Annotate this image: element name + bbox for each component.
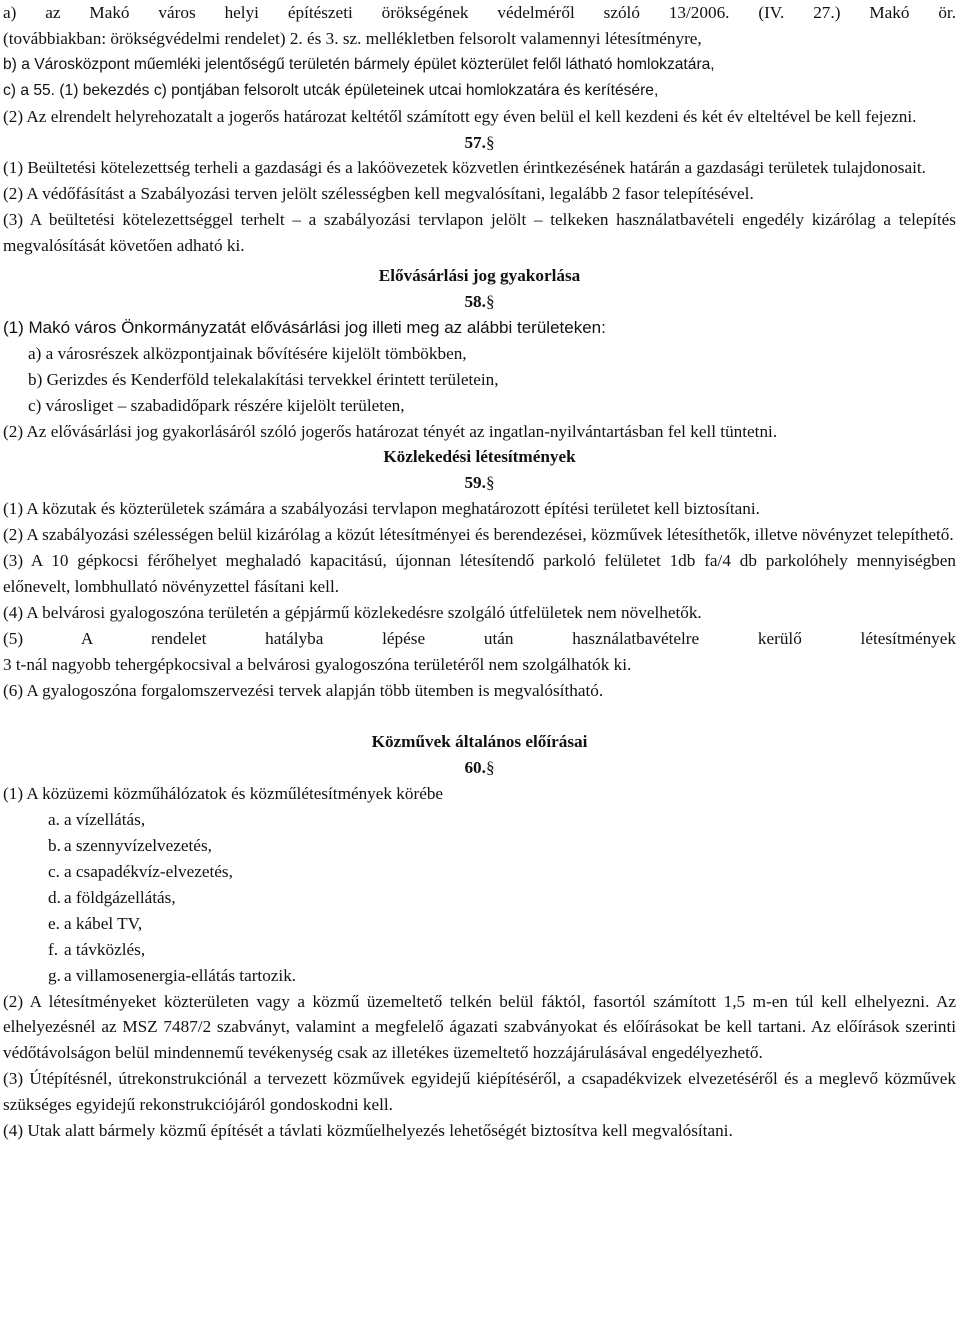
list-item: a. a vízellátás, xyxy=(48,810,146,830)
s58-item-c: c) városliget – szabadidőpark részére kijelölt területen, xyxy=(28,395,405,415)
s59-title: Közlekedési létesítmények xyxy=(383,447,576,467)
section-mark-icon: § xyxy=(485,132,495,152)
section-number-60: 60.§ xyxy=(3,755,956,781)
s59-paragraph-3: (3) A 10 gépkocsi férőhelyet meghaladó kapacitású, újonnan létesítendő parkoló felületet 1db fa/4 db parkolóhely mennyiségben előnevelt, lombhullató növényzettel fásítani kell. xyxy=(3,551,956,596)
intro-b: b) a Városközpont műemléki jelentőségű területén bármely épület közterület felől látható homlokzatára, xyxy=(3,55,715,73)
list-item: d. a földgázellátás, xyxy=(48,887,176,907)
s60-paragraph-3: (3) Útépítésnél, útrekonstrukciónál a tervezett közművek egyidejű kiépítéséről, a csapadékvizek elvezetéséről és a meglevő közművek szükséges egyidejű rekonstrukciójáról gondoskodni kell. xyxy=(3,1069,956,1115)
s59-paragraph-5-line2: 3 t-nál nagyobb tehergépkocsival a belvárosi gyalogoszóna területéről nem szolgálhatók ki. xyxy=(3,654,632,674)
section-mark-icon: § xyxy=(485,291,495,311)
s60-list xyxy=(3,807,956,988)
s57-paragraph-3: (3) A beültetési kötelezettséggel terhelt – a szabályozási tervlapon jelölt – telkeken használatbavételi engedély kizárólag a telepítés megvalósítását követően adható ki. xyxy=(3,210,956,256)
s58-paragraph-2: (2) Az elővásárlási jog gyakorlásáról szóló jogerős határozat tényét az ingatlan-nyilvántartásban fel kell tüntetni. xyxy=(3,421,778,441)
section-mark-icon: § xyxy=(485,473,495,493)
s59-paragraph-2: (2) A szabályozási szélességen belül kizárólag a közút létesítményei és berendezései, közművek létesíthetők, illetve növényzet telepíthető. xyxy=(3,525,954,545)
s59-paragraph-1: (1) A közutak és közterületek számára a szabályozási tervlapon meghatározott építési területet kell biztosítani. xyxy=(3,499,760,519)
s60-lead: (1) A közüzemi közműhálózatok és közműlétesítmények körébe xyxy=(3,784,444,804)
section-number-58: 58.§ xyxy=(3,289,956,315)
s58-title: Elővásárlási jog gyakorlása xyxy=(378,266,581,286)
s60-paragraph-4: (4) Utak alatt bármely közmű építését a távlati közműelhelyezés lehetőségét biztosítva kell megvalósítani. xyxy=(3,1121,733,1141)
s57-paragraph-2: (2) A védőfásítást a Szabályozási terven jelölt szélességben kell megvalósítani, legalább 2 fasor telepítésével. xyxy=(3,184,754,204)
section-number-57: 57.§ xyxy=(3,130,956,156)
s60-paragraph-2: (2) A létesítményeket közterületen vagy a közmű üzemeltető telkén belül fáktól, fasortól számított 1,5 m-en túl kell elhelyezni. Az elhelyezésnél az MSZ 7487/2 szabványt, valamint a megfelelő ágazati szabványokat és előírásokat be kell tartani. Az előírások szerinti védőtávolságon belül mindennemű tevékenység csak az illetékes üzemeltető hozzájárulásával engedélyezhető. xyxy=(3,991,956,1063)
s59-paragraph-5-line1: (5) A rendelet hatályba lépése után használatbavételre kerülő létesítmények xyxy=(3,628,956,648)
intro-a-line2: (továbbiakban: örökségvédelmi rendelet) 2. és 3. sz. mellékletben felsorolt valamennyi létesítményre, xyxy=(3,28,702,48)
list-item: f. a távközlés, xyxy=(48,939,146,959)
s59-paragraph-4: (4) A belvárosi gyalogoszóna területén a gépjármű közlekedésre szolgáló útfelületek nem növelhetők. xyxy=(3,602,702,622)
s58-lead: (1) Makó város Önkormányzatát elővásárlási jog illeti meg az alábbi területeken: xyxy=(3,317,606,337)
intro-paragraph-2: (2) Az elrendelt helyrehozatalt a jogerős határozat keltétől számított egy éven belül el kell kezdeni és két év elteltével be kell fejezni. xyxy=(3,106,917,126)
s57-paragraph-1: (1) Beültetési kötelezettség terheli a gazdasági és a lakóövezetek közvetlen érintkezésének határán a gazdasági területek tulajdonosait. xyxy=(3,158,926,178)
intro-a-line1: a) az Makó város helyi építészeti örökségének védelméről szóló 13/2006. (IV. 27.) Makó ör. xyxy=(3,3,956,22)
list-item: e. a kábel TV, xyxy=(48,913,143,933)
spacer xyxy=(3,703,956,729)
section-number-59: 59.§ xyxy=(3,470,956,496)
s59-paragraph-6: (6) A gyalogoszóna forgalomszervezési tervek alapján több ütemben is megvalósítható. xyxy=(3,680,604,700)
list-item: b. a szennyvízelvezetés, xyxy=(48,836,212,856)
s58-item-b: b) Gerizdes és Kenderföld telekalakítási tervekkel érintett területein, xyxy=(28,369,499,389)
s60-title: Közművek általános előírásai xyxy=(371,732,588,752)
section-mark-icon: § xyxy=(485,758,495,778)
list-item: c. a csapadékvíz-elvezetés, xyxy=(48,862,233,881)
intro-c: c) a 55. (1) bekezdés c) pontjában felsorolt utcák épületeinek utcai homlokzatára és kerítésére, xyxy=(3,81,659,99)
list-item: g. a villamosenergia-ellátás tartozik. xyxy=(48,965,297,985)
s58-item-a: a) a városrészek alközpontjainak bővítésére kijelölt tömbökben, xyxy=(28,343,467,363)
